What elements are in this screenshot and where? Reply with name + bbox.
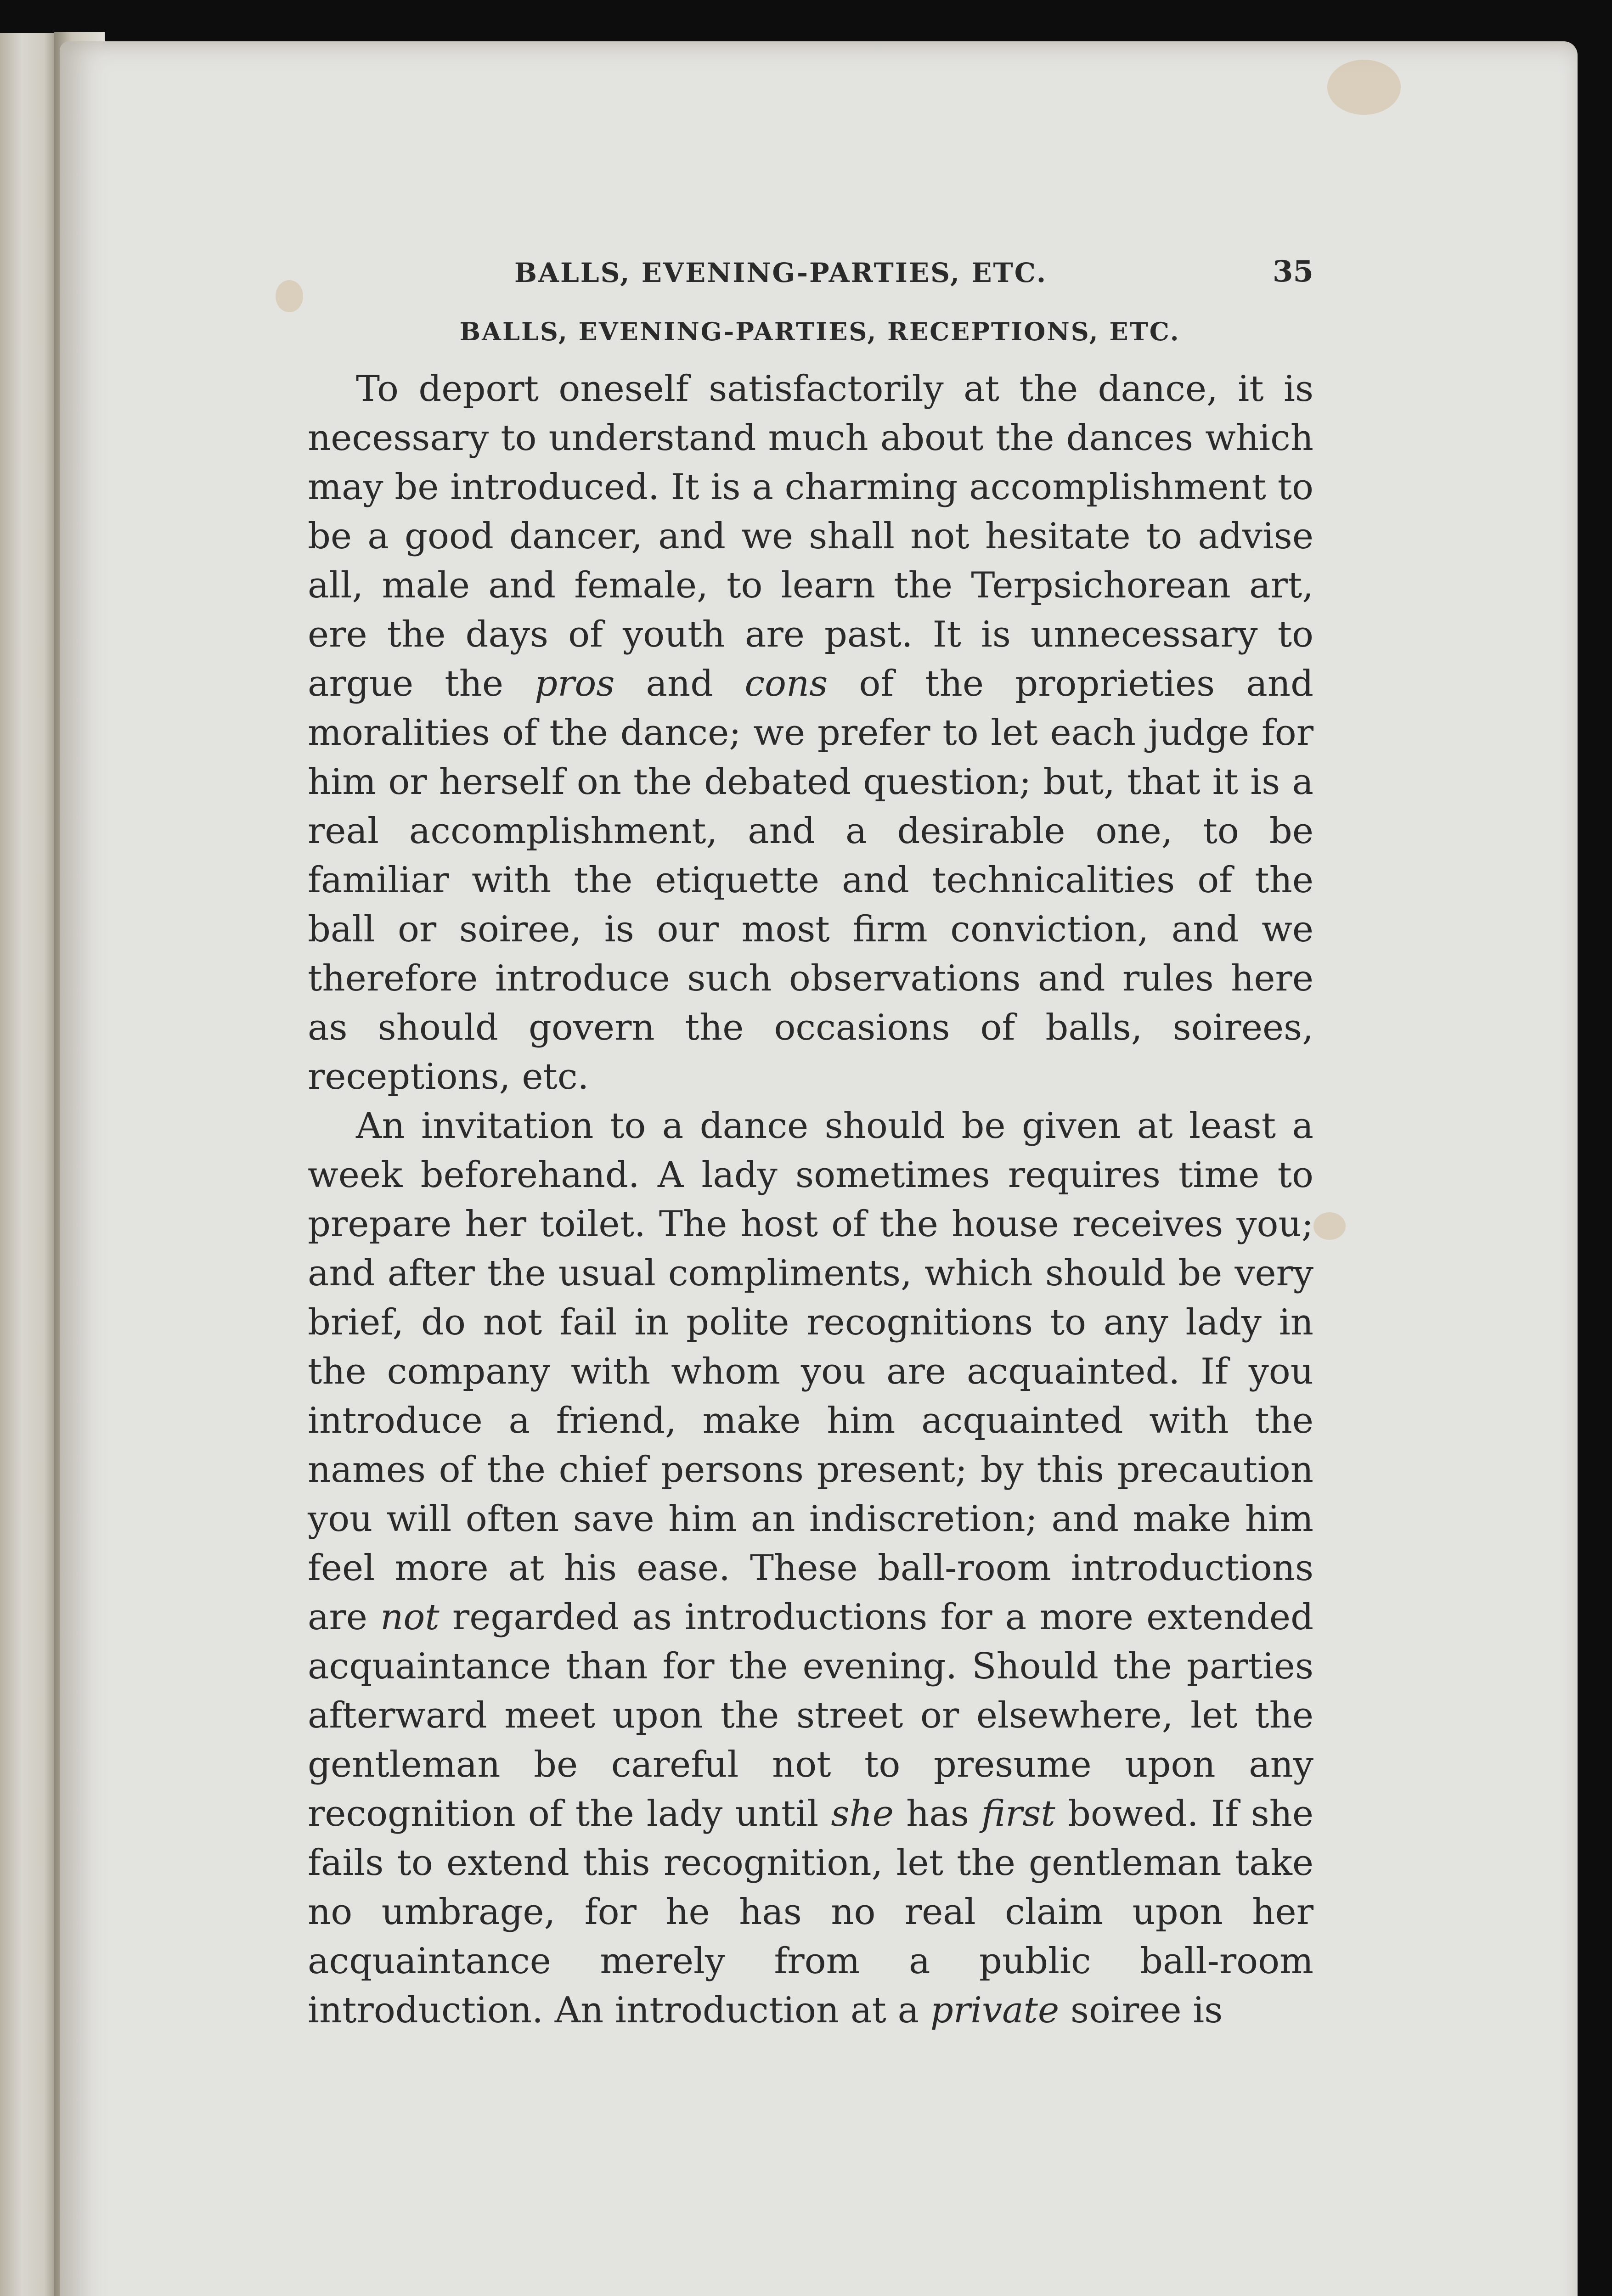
text-segment: An invitation to a dance should be given at least a week beforehand. A lady sometimes requires time to prepare her toilet. The host of the house receives you; and after the usual compliments, which should be very brief, do not fail in polite recognitions to any lady in the company with whom you are acquainted. If you introduce a friend, make him acquainted with the names of the chief persons present; by this precaution you will often save him an indiscretion; and make him feel more at his ease. These ball-room introductions are bbox=[308, 1105, 1313, 1638]
italic-segment: cons bbox=[744, 663, 828, 704]
text-segment: regarded as introductions for a more extended acquaintance than for the evening. Should the parties afterward meet upon the street or elsewhere, let the gentleman be careful not to presume upon any recognition of the lady until bbox=[308, 1597, 1313, 1835]
text-segment: bowed. If she fails to extend this recognition, let the gentleman take no umbrage, for he has no real claim upon her acquaintance merely from a public ball-room introduction. An introduction at a bbox=[308, 1793, 1314, 2031]
italic-segment: not bbox=[380, 1597, 440, 1638]
italic-segment: pros bbox=[535, 663, 615, 704]
paper-stain bbox=[1327, 60, 1401, 115]
italic-segment: she bbox=[831, 1793, 894, 1835]
italic-segment: private bbox=[930, 1990, 1060, 2031]
paragraph bbox=[308, 1102, 1313, 2035]
running-title: BALLS, EVENING-PARTIES, ETC. bbox=[514, 257, 1048, 288]
previous-page-edge bbox=[0, 33, 55, 2296]
text-segment: soiree is bbox=[1059, 1990, 1223, 2031]
text-segment: of the proprieties and moralities of the dance; we prefer to let each judge for him or herself on the debated question; but, that it is a real accomplishment, and a desirable one, to be familiar with the etiquette and technicalities of the ball or soiree, is our most firm conviction, and we therefore introduce such observations and rules here as should govern the occasions of balls, soirees, receptions, etc. bbox=[308, 663, 1313, 1097]
paper-stain bbox=[1313, 1212, 1346, 1240]
page-number: 35 bbox=[1272, 254, 1313, 289]
running-head bbox=[308, 254, 1313, 294]
paragraph bbox=[308, 365, 1313, 1102]
paper-stain bbox=[276, 280, 303, 312]
italic-segment: first bbox=[981, 1793, 1055, 1835]
page-content bbox=[308, 254, 1314, 2035]
text-segment: and bbox=[614, 663, 745, 704]
text-segment: To deport oneself satisfactorily at the dance, it is necessary to understand much about the dances which may be introduced. It is a charming accomplishment to be a good dancer, and we shall not hesitate to advise all, male and female, to learn the Terpsichorean art, ere the days of youth are past. It is unnecessary to argue the bbox=[308, 368, 1313, 704]
section-heading: BALLS, EVENING-PARTIES, RECEPTIONS, ETC. bbox=[459, 317, 1180, 346]
text-segment: has bbox=[893, 1793, 982, 1835]
